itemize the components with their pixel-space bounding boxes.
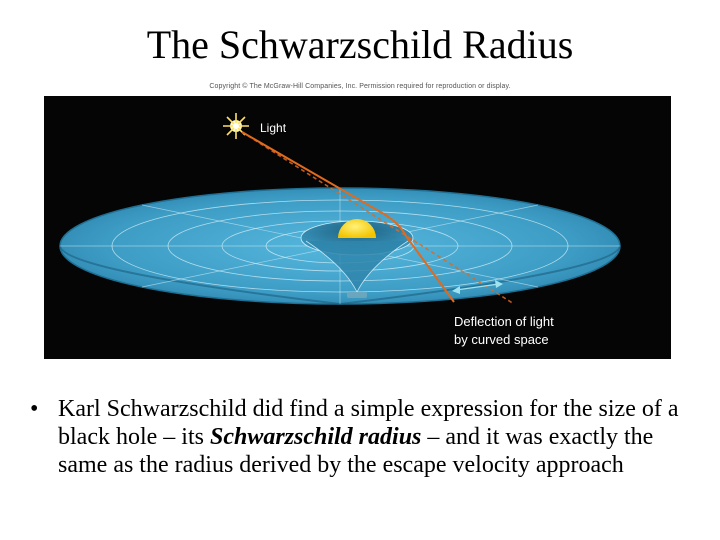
light-label: Light xyxy=(260,121,287,135)
copyright-notice: Copyright © The McGraw-Hill Companies, Inc. Permission required for reproduction or display. xyxy=(209,83,511,90)
light-source-icon xyxy=(223,113,249,139)
spacetime-diagram xyxy=(44,96,671,359)
bullet-marker: • xyxy=(30,396,39,422)
well-tip xyxy=(347,292,367,298)
deflection-label-line1: Deflection of light xyxy=(454,314,554,329)
bullet-text xyxy=(58,395,700,479)
bullet-text-after: – and it was exactly the same as the radius derived by the escape velocity approach xyxy=(58,424,654,478)
deflection-label-line2: by curved space xyxy=(454,332,549,347)
bullet-text-before: Karl Schwarzschild did find a simple expression for the size of a black hole – its xyxy=(58,396,679,450)
schwarzschild-radius-emphasis: Schwarzschild radius xyxy=(209,424,422,450)
schwarzschild-figure xyxy=(44,96,671,359)
slide-title: The Schwarzschild Radius xyxy=(146,22,574,67)
